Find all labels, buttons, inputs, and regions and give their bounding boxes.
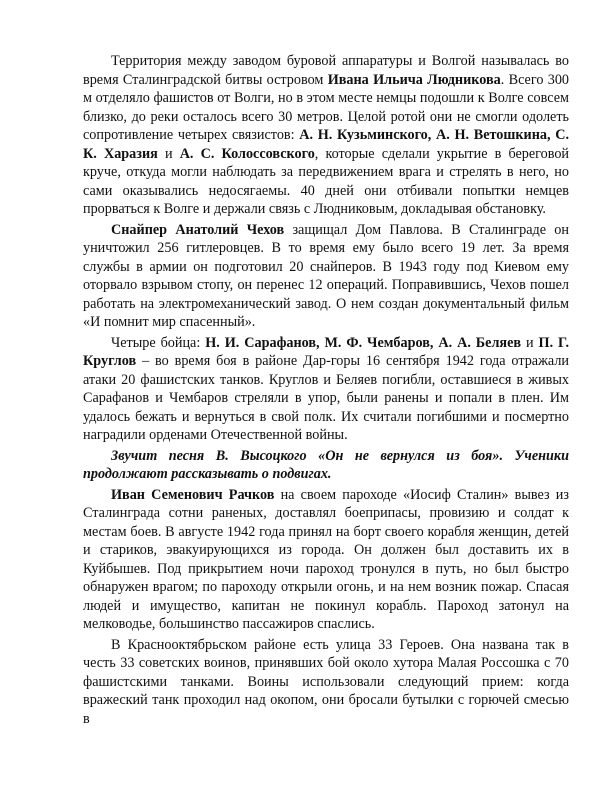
text-segment-bold: Иван Семенович Рачков xyxy=(111,486,275,503)
paragraph-6 xyxy=(83,636,569,729)
text-segment: . Всего 300 м отделяло фашистов от Волги, но в этом месте немцы подошли к Волге совсем близко, до реки осталось всего 30 метров. Целой ротой они не смогли одолеть сопротивление четырех связистов: xyxy=(83,71,570,143)
text-segment-bold: А. Н. Кузьминского, А. Н. Ветошкина, С. К. Харазия xyxy=(83,127,569,162)
paragraph-1 xyxy=(83,52,569,219)
text-segment: – во время боя в районе Дар-горы 16 сентября 1942 года отражали атаки 20 фашистских танков. Круглов и Беляев погибли, оставшиеся в живых Сарафанов и Чембаров стреляли в упор, были ранены и попали в плен. Им удалось бежать и вернуться в свой полк. Их считали погибшими и посмертно наградили орденами Отечественной войны. xyxy=(83,353,569,443)
text-segment: , которые сделали укрытие в береговой круче, откуда могли наблюдать за передвижением врага и стрелять в него, но сами оказывались недосягаемы. 40 дней они отбивали попытки немцев прорваться к Волге и держали связь с Людниковым, докладывая обстановку. xyxy=(83,145,570,217)
paragraph-stage-direction xyxy=(83,447,569,484)
document-page xyxy=(83,52,569,730)
text-segment: и xyxy=(521,334,539,351)
text-segment: и xyxy=(157,145,180,162)
text-segment: на своем пароходе «Иосиф Сталин» вывез из Сталинграда сотни раненых, доставлял боеприпасы, провизию и солдат к местам боев. В августе 1942 года принял на борт своего корабля женщин, детей и стариков, эвакуирующихся из города. Он должен был доставить их в Куйбышев. Под прикрытием ночи пароход тронулся в путь, но был быстро обнаружен врагом; по пароходу открыли огонь, и на нем возник пожар. Спасая людей и имущество, капитан не покинул корабль. Пароход затонул на мелководье, большинство пассажиров спаслись. xyxy=(83,486,569,632)
text-segment-bold: П. Г. Круглов xyxy=(83,334,570,369)
paragraph-3 xyxy=(83,334,569,445)
text-segment: Четыре бойца: xyxy=(111,334,206,351)
paragraph-2 xyxy=(83,221,569,332)
paragraph-5 xyxy=(83,486,569,634)
text-segment-bold: Снайпер Анатолий Чехов xyxy=(111,221,285,238)
text-segment: В Краснооктябрьском районе есть улица 33 Героев. Она названа так в честь 33 советских воинов, принявших бой около хутора Малая Россошка с 70 фашистскими танками. Воины использовали следующий прием: когда вражеский танк проходил над окопом, они бросали бутылки с горючей смесью в xyxy=(83,636,569,727)
text-segment-bold: А. С. Колоссовского xyxy=(179,145,315,162)
text-segment-bold: Н. И. Сарафанов, М. Ф. Чембаров, А. А. Беляев xyxy=(205,334,522,351)
text-segment-bold: Ивана Ильича Людникова xyxy=(327,71,501,88)
text-segment: защищал Дом Павлова. В Сталинграде он уничтожил 256 гитлеровцев. В то время ему было всего 19 лет. За время службы в армии он подготовил 20 снайперов. В 1943 году под Киевом ему оторвало взрывом стопу, он перенес 12 операций. Поправившись, Чехов пошел работать на электромеханический завод. О нем создан документальный фильм «И помнит мир спасенный». xyxy=(83,221,569,330)
text-segment: Территория между заводом буровой аппаратуры и Волгой называлась во время Сталинградской битвы островом xyxy=(83,53,569,88)
text-segment-italic: Звучит песня В. Высоцкого «Он не вернулся из боя». Ученики продолжают рассказывать о подвигах. xyxy=(83,447,569,482)
